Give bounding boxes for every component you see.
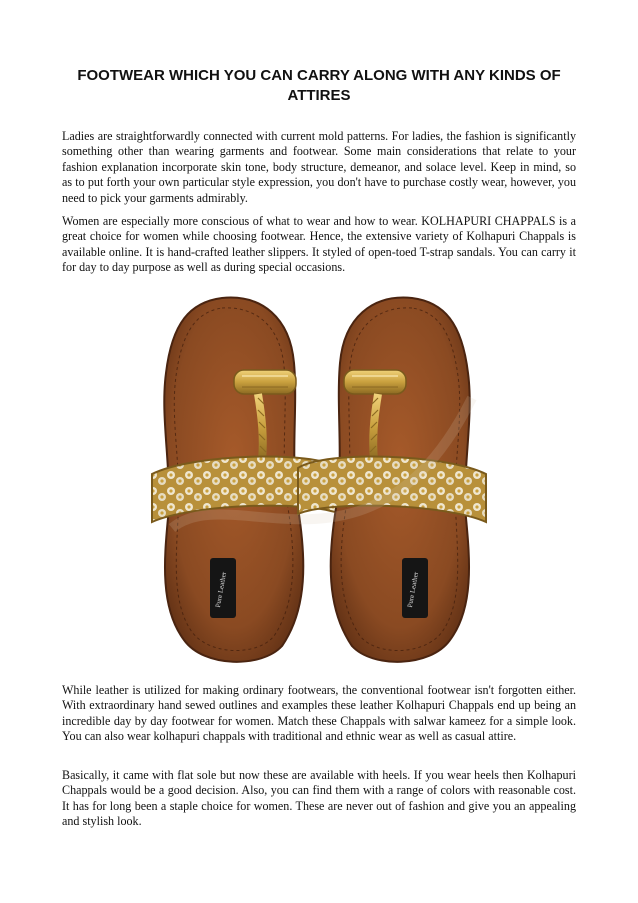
paragraph-heels: Basically, it came with flat sole but now these are available with heels. If you wear heels then Kolhapuri Chappals would be a good decision. Also, you can find them with a range of colors with reasonable cost. It has for long been a staple choice for women. These are never out of fashion and give you an appealing and stylish look. bbox=[62, 768, 576, 829]
right-sandal bbox=[298, 298, 486, 662]
kolhapuri-chappals-image bbox=[112, 278, 526, 670]
document-title: FOOTWEAR WHICH YOU CAN CARRY ALONG WITH ANY KINDS OF ATTIRES bbox=[77, 67, 561, 104]
svg-text:Pure Leather: Pure Leather bbox=[213, 571, 229, 609]
paragraph-leather: While leather is utilized for making ordinary footwears, the conventional footwear isn't forgotten either. With extraordinary hand sewed outlines and examples these leather Kolhapuri Chappals end up being an incredible day by day footwear for women. Match these Chappals with salwar kameez for a simple look. You can also wear kolhapuri chappals with traditional and ethnic wear as well as casual attire. bbox=[62, 683, 576, 744]
svg-text:Pure Leather: Pure Leather bbox=[405, 571, 421, 609]
paragraph-kolhapuri: Women are especially more conscious of what to wear and how to wear. KOLHAPURI CHAPPALS is a great choice for women while choosing footwear. Hence, the extensive variety of Kolhapuri Chappals is available online. It is hand-crafted leather slippers. It styled of open-toed T-strap sandals. You can carry it for day to day purpose as well as during special occasions. bbox=[62, 214, 576, 275]
paragraph-intro: Ladies are straightforwardly connected with current mold patterns. For ladies, the fashion is significantly something other than wearing garments and footwear. Some main considerations that relate to your fashion explanation incorporate skin tone, body structure, demeanor, and solace level. Keep in mind, so as to put forth your own particular style expression, you don't have to purchase costly wear, however, you need to pick your garments admirably. bbox=[62, 129, 576, 205]
sandals-photo bbox=[112, 278, 526, 670]
